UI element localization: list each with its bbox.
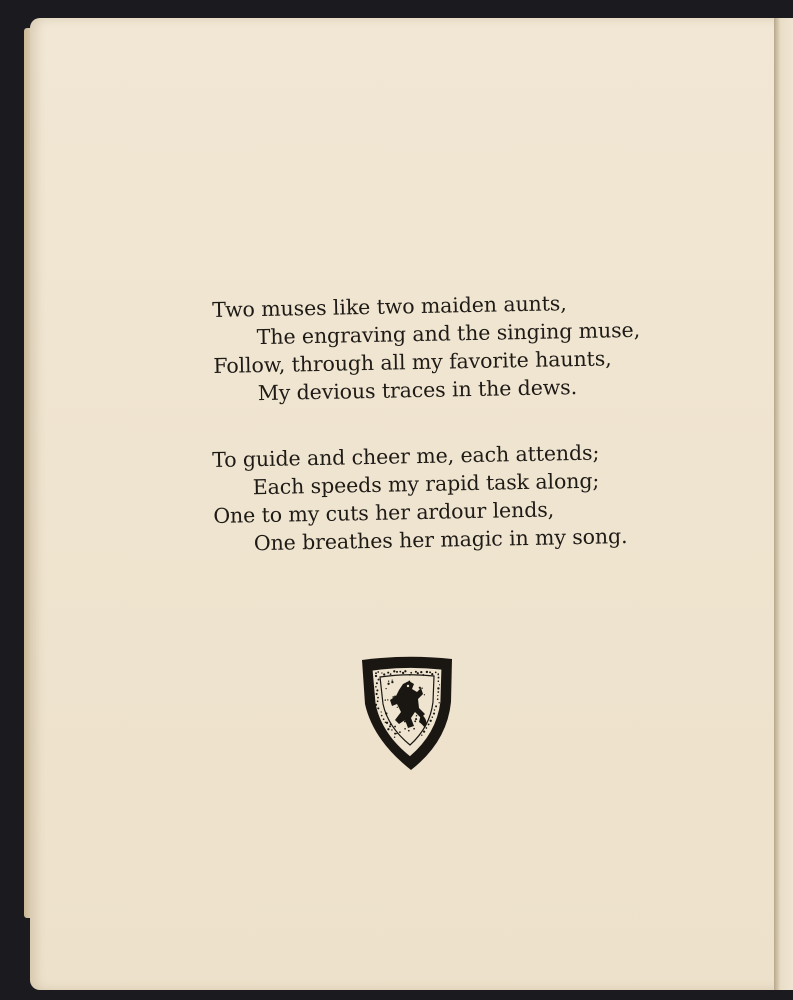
stipple-dot xyxy=(438,702,439,703)
stipple-dot xyxy=(385,722,386,723)
stipple-dot xyxy=(404,728,406,730)
stipple-dot xyxy=(422,674,424,676)
stipple-dot xyxy=(377,671,379,673)
stipple-dot xyxy=(377,700,379,702)
stipple-dot xyxy=(387,699,388,700)
stipple-dot xyxy=(399,731,401,733)
stipple-dot xyxy=(433,713,435,715)
stipple-dot xyxy=(416,715,417,716)
stipple-dot xyxy=(390,724,392,726)
stipple-dot xyxy=(410,672,412,674)
stipple-dot xyxy=(375,704,377,706)
stipple-dot xyxy=(383,718,385,720)
stipple-dot xyxy=(409,674,411,676)
stipple-dot xyxy=(381,715,383,717)
poem-line: To guide and cheer me, each attends; xyxy=(212,440,600,472)
poem-line: One to my cuts her ardour lends, xyxy=(213,497,555,528)
poem-line: One breathes her magic in my song. xyxy=(253,524,628,556)
poem-line: My devious traces in the dews. xyxy=(257,375,578,406)
stipple-dot xyxy=(376,682,378,684)
stipple-dot xyxy=(430,720,432,722)
heraldic-shield-icon xyxy=(359,654,455,772)
stipple-dot xyxy=(387,672,389,674)
stipple-dot xyxy=(396,671,398,673)
stipple-dot xyxy=(388,735,390,737)
stipple-dot xyxy=(414,720,416,722)
stipple-dot xyxy=(408,730,410,732)
stipple-dot xyxy=(415,718,417,720)
stipple-dot xyxy=(431,673,433,675)
stipple-dot xyxy=(399,671,401,673)
stipple-dot xyxy=(404,670,406,672)
stipple-dot xyxy=(438,680,440,682)
stipple-dot xyxy=(381,711,382,712)
stipple-dot xyxy=(413,728,415,730)
stipple-dot xyxy=(437,695,438,696)
poem-line: Follow, through all my favorite haunts, xyxy=(213,346,612,378)
stipple-dot xyxy=(429,671,431,673)
stipple-dot xyxy=(438,677,440,679)
poem-stanza-2 xyxy=(212,438,654,558)
stipple-dot xyxy=(432,716,434,718)
stipple-dot xyxy=(394,737,395,738)
stipple-dot xyxy=(387,728,389,730)
stipple-dot xyxy=(391,681,393,683)
stipple-dot xyxy=(421,687,422,688)
poem-line: Each speeds my rapid task along; xyxy=(252,468,600,500)
poem-line: Two muses like two maiden aunts, xyxy=(212,291,567,322)
stipple-dot xyxy=(394,726,396,728)
stipple-dot xyxy=(376,689,378,691)
poem-stanza-1 xyxy=(212,288,654,408)
stipple-dot xyxy=(385,699,386,700)
stipple-dot xyxy=(376,693,378,695)
stipple-dot xyxy=(415,671,417,673)
stipple-dot xyxy=(377,697,379,699)
stipple-dot xyxy=(392,679,393,680)
stipple-dot xyxy=(396,733,397,734)
stipple-dot xyxy=(435,705,437,707)
stipple-dot xyxy=(375,675,377,677)
stipple-dot xyxy=(386,722,388,724)
stipple-dot xyxy=(434,709,435,710)
stipple-dot xyxy=(402,672,404,674)
stipple-dot xyxy=(426,727,428,729)
stipple-dot xyxy=(421,734,422,735)
stipple-dot xyxy=(424,694,425,695)
stipple-dot xyxy=(437,691,439,693)
stipple-dot xyxy=(385,712,387,714)
stipple-dot xyxy=(439,684,440,685)
stipple-dot xyxy=(397,707,398,708)
stipple-dot xyxy=(437,687,439,689)
stipple-dot xyxy=(393,670,395,672)
stipple-dot xyxy=(390,673,392,675)
stipple-dot xyxy=(423,731,425,733)
stipple-dot xyxy=(378,679,380,681)
stipple-dot xyxy=(387,683,389,685)
stipple-dot xyxy=(377,707,379,709)
stipple-dot xyxy=(420,671,422,673)
stipple-dot xyxy=(394,733,396,735)
book-gutter xyxy=(774,18,793,990)
stipple-dot xyxy=(385,688,386,689)
stipple-dot xyxy=(375,686,377,688)
poem xyxy=(212,291,652,596)
stipple-dot xyxy=(437,698,439,700)
stipple-dot xyxy=(388,681,389,682)
stipple-dot xyxy=(417,672,419,674)
stipple-dot xyxy=(391,729,392,730)
stipple-dot xyxy=(375,672,377,674)
stipple-dot xyxy=(435,672,437,674)
stipple-dot xyxy=(381,672,382,673)
poem-line: The engraving and the singing muse, xyxy=(256,317,641,350)
stipple-dot xyxy=(428,723,430,725)
stipple-dot xyxy=(389,725,391,727)
stipple-dot xyxy=(438,673,439,674)
stipple-dot xyxy=(426,671,428,673)
stipple-dot xyxy=(383,673,385,675)
